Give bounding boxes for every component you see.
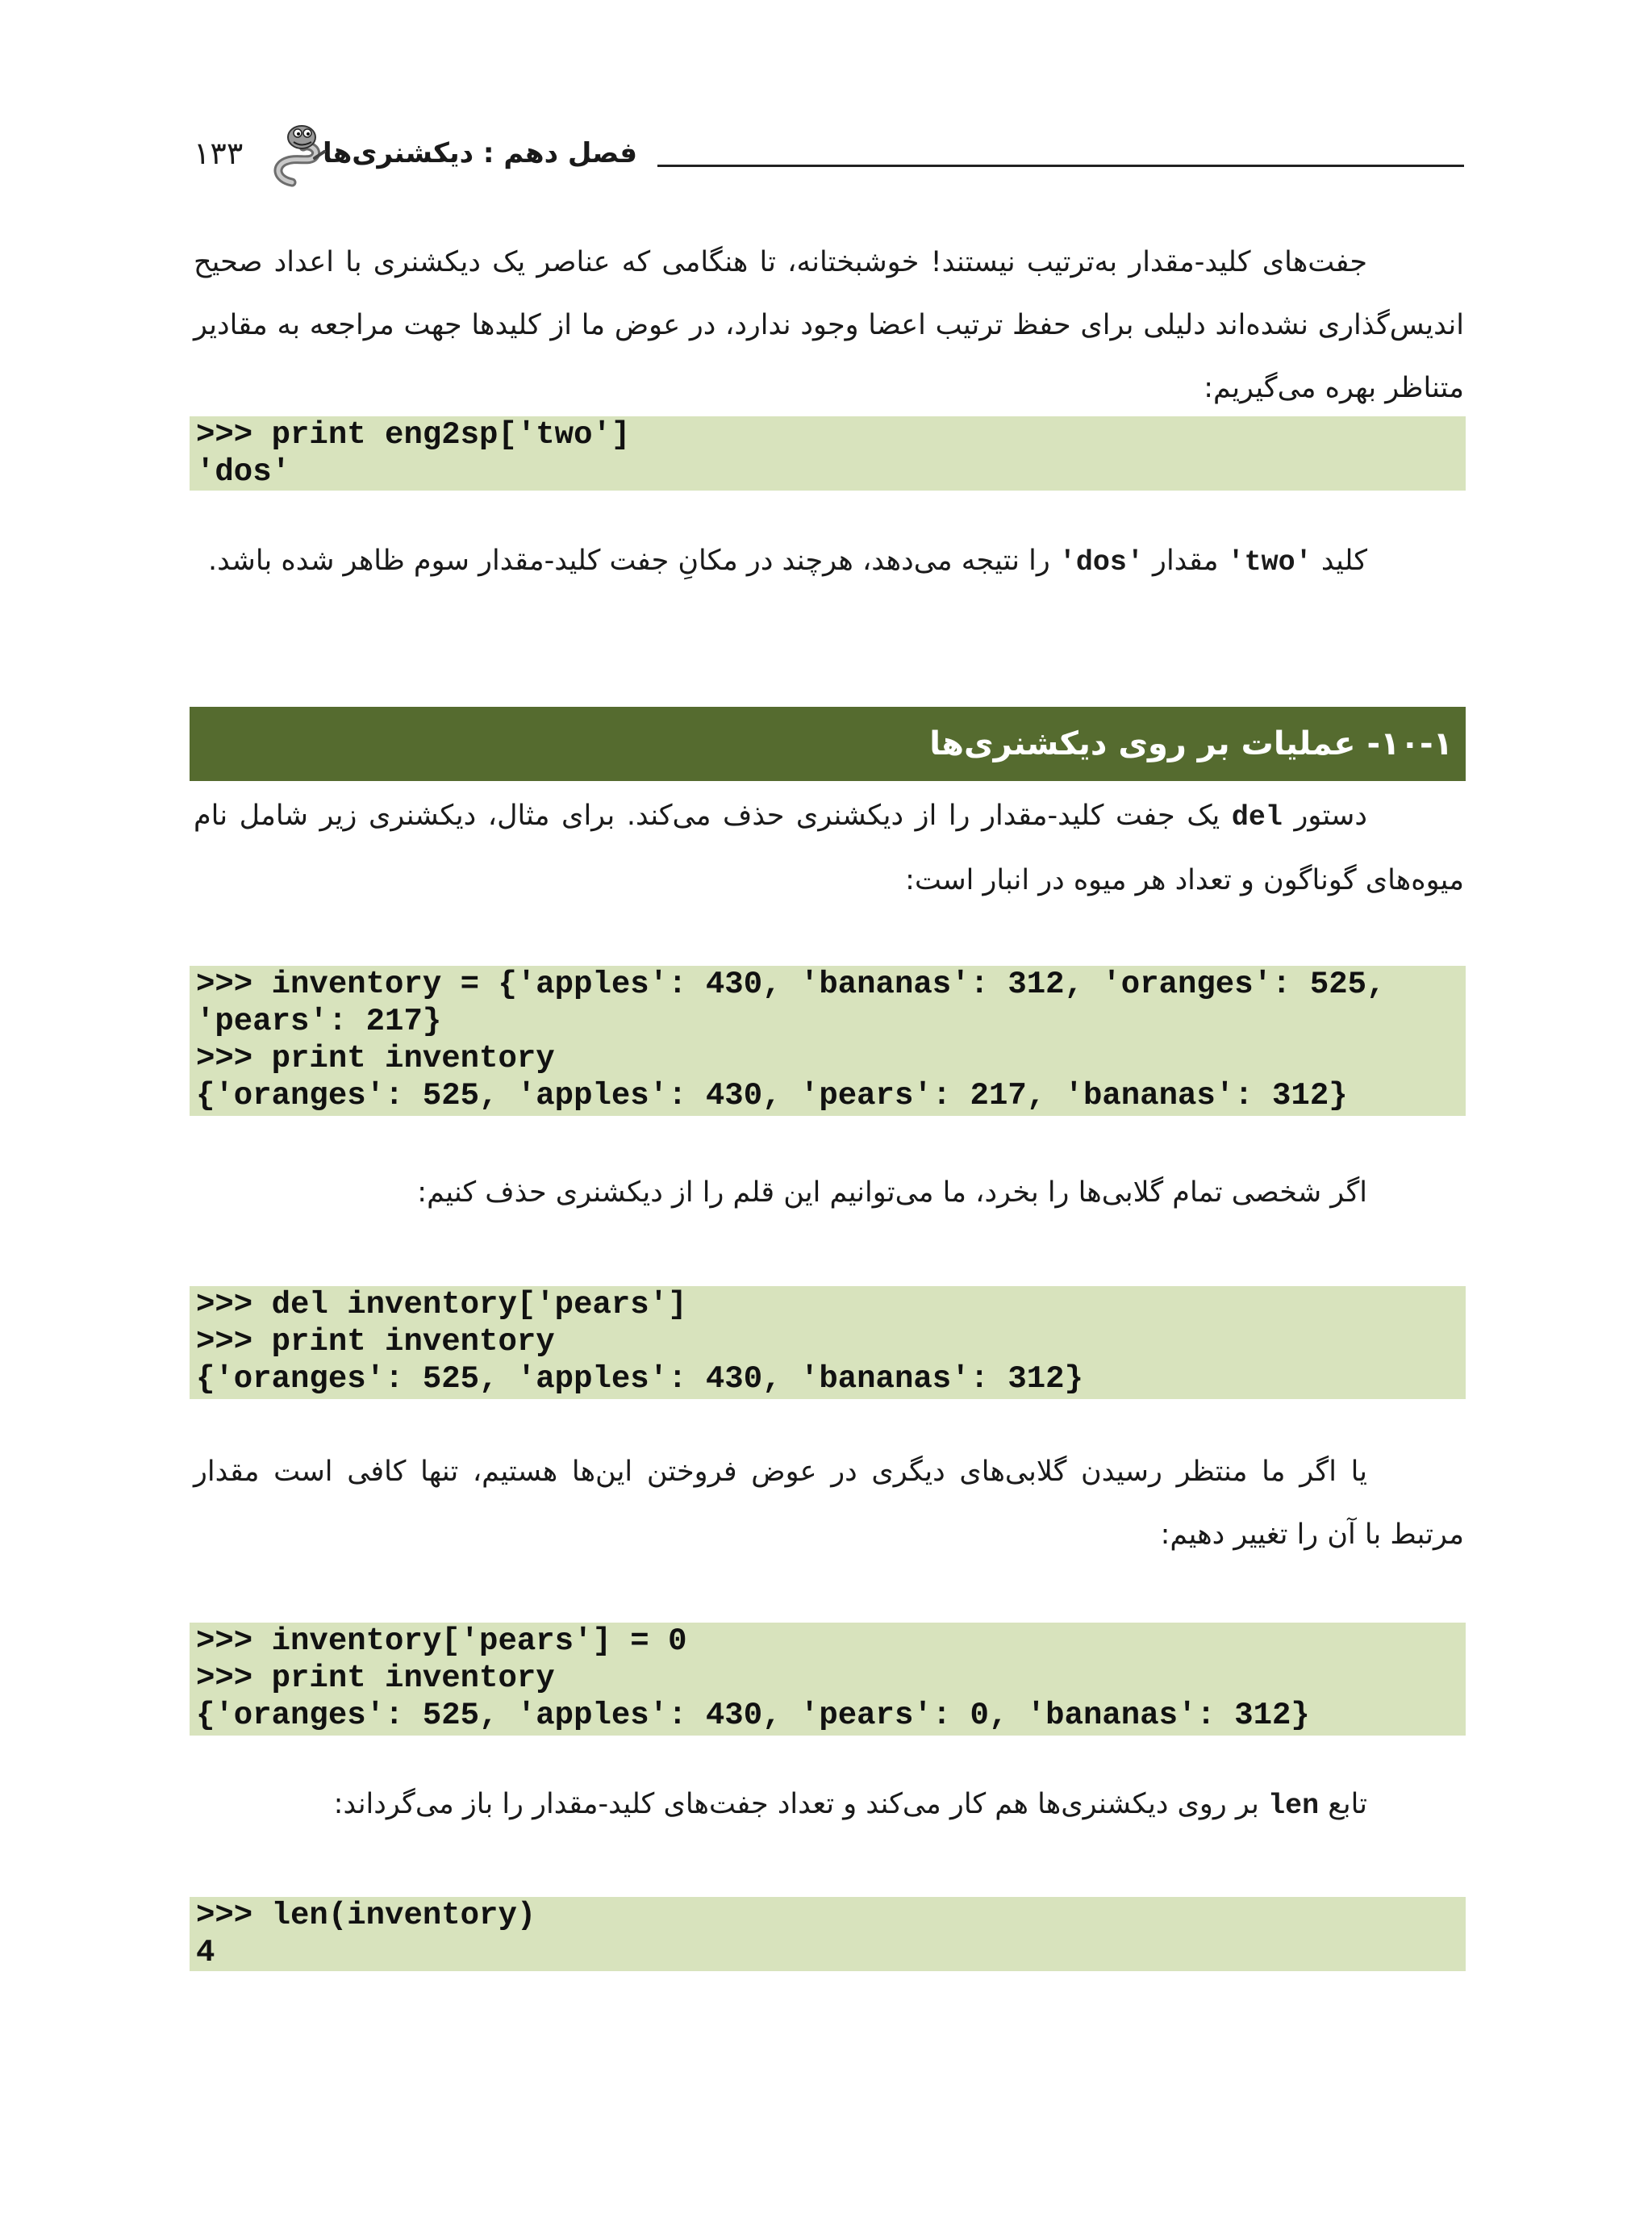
text-run: تابع [1328, 1788, 1367, 1820]
code-block-3 [190, 1286, 1466, 1399]
code-block-4 [190, 1623, 1466, 1736]
code-line: >>> print eng2sp['two'] [196, 417, 631, 453]
code-line: >>> print inventory [196, 1041, 555, 1076]
code-line: >>> del inventory['pears'] [196, 1287, 687, 1322]
inline-code: del [1231, 801, 1283, 833]
text-run: مقدار [1153, 545, 1219, 577]
code-line: >>> print inventory [196, 1324, 555, 1360]
code-line: >>> inventory = {'apples': 430, 'bananas': 312, 'oranges': 525, [196, 967, 1386, 1002]
update-paragraph: یا اگر ما منتظر رسیدن گلابی‌های دیگری در عوض فروختن این‌ها هستیم، تنها کافی است مقدار مرتبط با آن را تغییر دهیم: [194, 1456, 1464, 1551]
text-run: کلید [1320, 545, 1367, 577]
text-run: را نتیجه می‌دهد، هرچند در مکانِ جفت کلید-مقدار سوم ظاهر شده باشد. [208, 545, 1050, 577]
chapter-title: فصل دهم : دیکشنری‌ها [322, 137, 637, 169]
inline-code: 'dos' [1058, 546, 1144, 579]
text-run: بر روی دیکشنری‌ها هم کار می‌کند و تعداد جفت‌های کلید-مقدار را باز می‌گرداند: [333, 1788, 1259, 1820]
code-line: 'dos' [196, 454, 291, 490]
snake-mascot-icon [268, 119, 336, 187]
code-line: >>> len(inventory) [196, 1898, 536, 1933]
inline-code: 'two' [1227, 546, 1312, 579]
section-title: ۱۰-۱- عملیات بر روی دیکشنری‌ها [929, 725, 1453, 762]
code-block-1 [190, 416, 1466, 491]
del-paragraph [194, 784, 1464, 912]
code-line: 4 [196, 1935, 215, 1970]
inline-code: len [1268, 1790, 1320, 1822]
text-run: دستور [1294, 800, 1367, 832]
code-line: {'oranges': 525, 'apples': 430, 'bananas': 312} [196, 1361, 1083, 1397]
section-heading-bar [190, 707, 1466, 781]
text-run: یک جفت کلید-مقدار را از دیکشنری حذف می‌کند. برای مثال، دیکشنری زیر شامل نام میوه‌های گوناگون و تعداد هر میوه در انبار است: [194, 800, 1464, 896]
code-line: {'oranges': 525, 'apples': 430, 'pears': 0, 'bananas': 312} [196, 1698, 1310, 1733]
pears-paragraph: اگر شخصی تمام گلابی‌ها را بخرد، ما می‌توانیم این قلم را از دیکشنری حذف کنیم: [417, 1176, 1367, 1209]
code-block-5 [190, 1897, 1466, 1971]
code-line: >>> inventory['pears'] = 0 [196, 1623, 687, 1659]
intro-paragraph: جفت‌های کلید-مقدار به‌ترتیب نیستند! خوشبختانه، تا هنگامی که عناصر یک دیکشنری با اعداد صحیح اندیس‌گذاری نشده‌اند دلیلی برای حفظ ترتیب اعضا وجود ندارد، در عوض ما از کلیدها جهت مراجعه به مقادیر متناظر بهره می‌گیریم: [194, 246, 1464, 404]
code-line: {'oranges': 525, 'apples': 430, 'pears': 217, 'bananas': 312} [196, 1078, 1348, 1113]
key-explanation-paragraph [194, 529, 1464, 594]
code-block-2 [190, 966, 1466, 1116]
len-paragraph [194, 1773, 1464, 1837]
page-number: ۱۳۳ [194, 136, 244, 171]
code-line: >>> print inventory [196, 1661, 555, 1696]
header-rule [657, 165, 1464, 167]
code-line: 'pears': 217} [196, 1004, 442, 1039]
